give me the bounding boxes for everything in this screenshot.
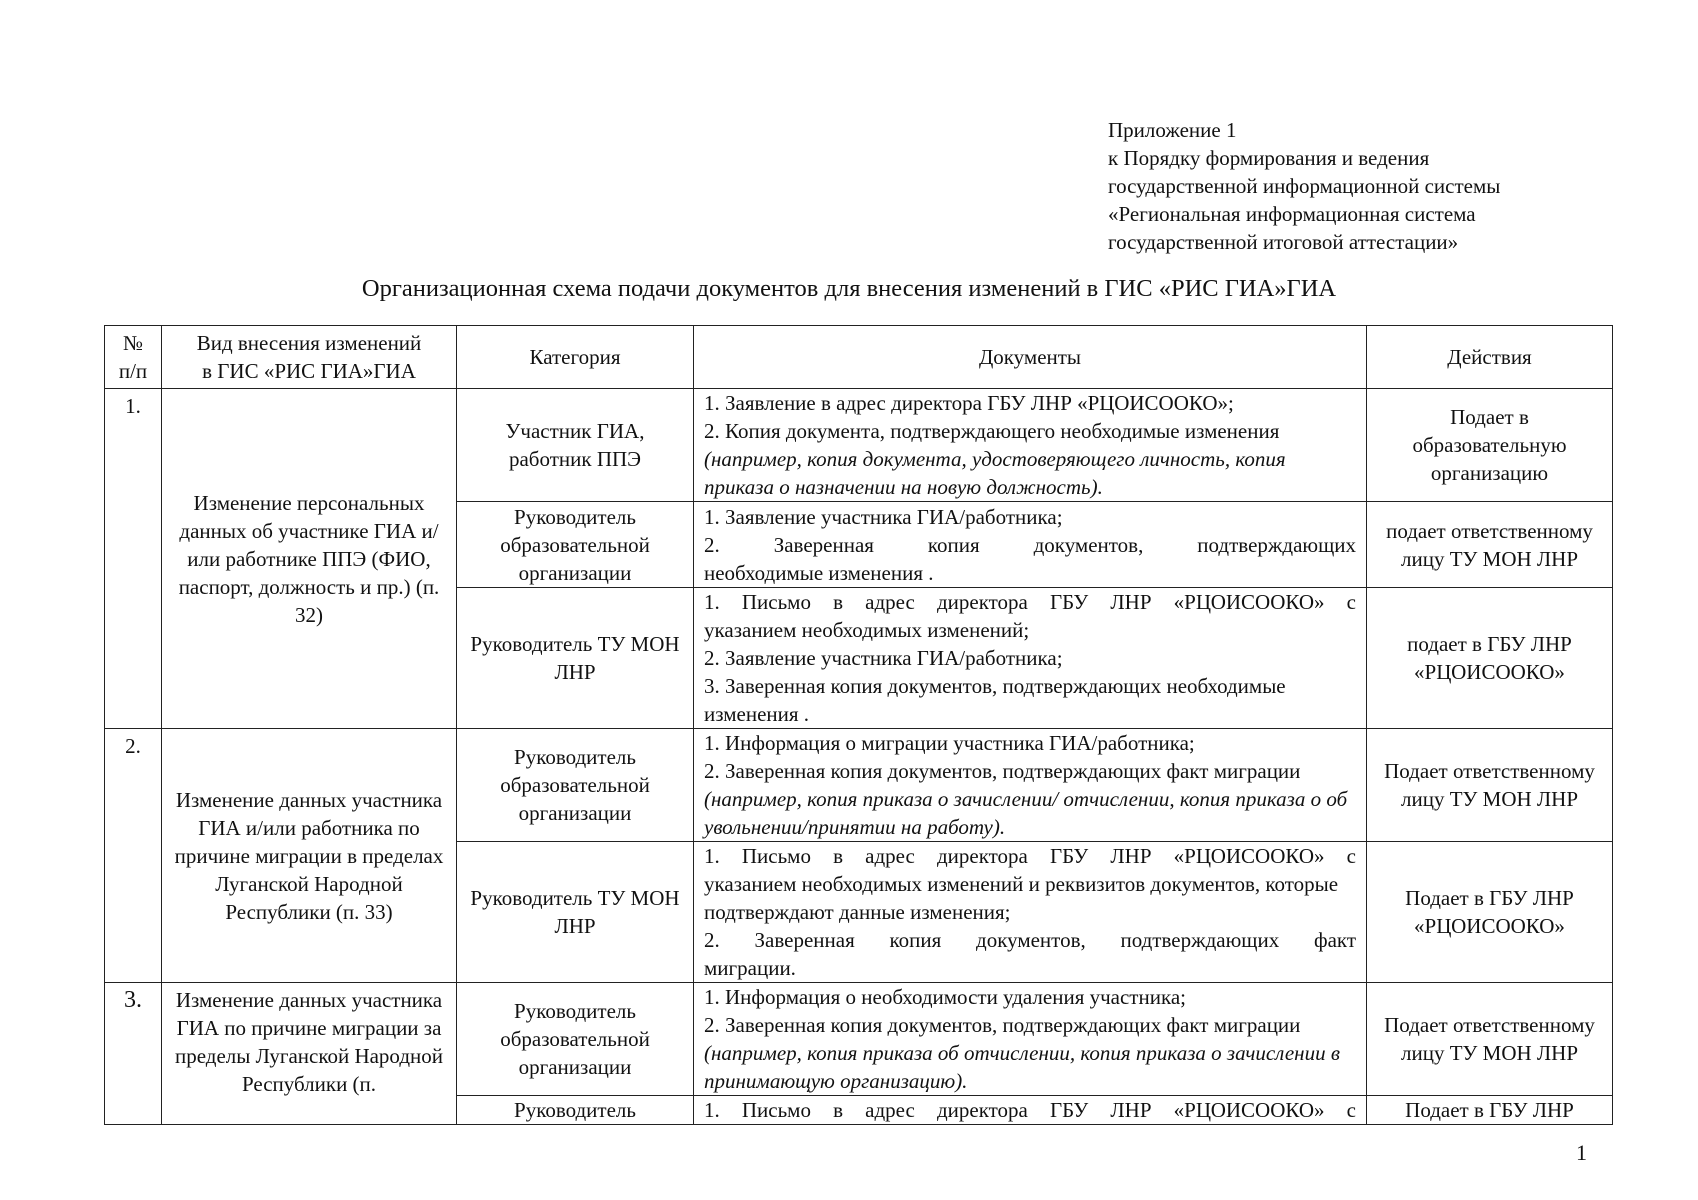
document-line: 3. Заверенная копия документов, подтверждающих необходимые изменения . — [704, 674, 1286, 726]
documents-cell — [694, 729, 1367, 842]
category-cell: Участник ГИА, работник ППЭ — [457, 389, 694, 502]
document-line: 1. Информация о миграции участника ГИА/работника; — [704, 731, 1195, 755]
documents-cell — [694, 502, 1367, 588]
category-cell: Руководитель образовательной организации — [457, 983, 694, 1096]
document-line: 2. Копия документа, подтверждающего необходимые изменения (например, копия документа, удостоверяющего личность, копия приказа о назначении на новую должность). — [704, 419, 1286, 499]
change-type-cell: Изменение данных участника ГИА по причине миграции за пределы Луганской Народной Республики (п. — [162, 983, 457, 1125]
table-row — [105, 389, 1613, 502]
category-cell: Руководитель ТУ МОН ЛНР — [457, 588, 694, 729]
action-cell: подает в ГБУ ЛНР «РЦОИСООКО» — [1367, 588, 1613, 729]
category-cell: Руководитель образовательной организации — [457, 502, 694, 588]
documents-cell — [694, 588, 1367, 729]
document-line: миграции. — [704, 956, 796, 980]
table-header-row — [105, 326, 1613, 389]
submission-scheme-table — [104, 325, 1613, 1125]
document-title: Организационная схема подачи документов для внесения изменений в ГИС «РИС ГИА»ГИА — [361, 275, 1337, 302]
appendix-block — [1108, 116, 1500, 256]
row-number: 1. — [105, 389, 162, 729]
header-change-type: Вид внесения изменений в ГИС «РИС ГИА»ГИА — [162, 326, 457, 389]
row-number: 2. — [105, 729, 162, 983]
action-cell: Подает ответственному лицу ТУ МОН ЛНР — [1367, 729, 1613, 842]
change-type-cell: Изменение персональных данных об участнике ГИА и/или работнике ППЭ (ФИО, паспорт, должность и пр.) (п. 32) — [162, 389, 457, 729]
header-documents: Документы — [694, 326, 1367, 389]
appendix-line: государственной итоговой аттестации» — [1108, 230, 1459, 254]
document-line: 2. Заверенная копия документов, подтверждающих — [704, 532, 1356, 557]
table-row — [105, 729, 1613, 842]
action-cell: подает ответственному лицу ТУ МОН ЛНР — [1367, 502, 1613, 588]
document-line: 1. Письмо в адрес директора ГБУ ЛНР «РЦОИСООКО» с — [704, 844, 1356, 868]
page-number: 1 — [1576, 1140, 1587, 1165]
document-line: 2. Заявление участника ГИА/работника; — [704, 646, 1063, 670]
document-line: указанием необходимых изменений; — [704, 618, 1030, 642]
appendix-line: «Региональная информационная система — [1108, 202, 1476, 226]
document-line: 2. Заверенная копия документов, подтверждающих факт миграции (например, копия приказа об отчислении, копия приказа о зачислении в принимающую организацию). — [704, 1013, 1340, 1093]
header-actions: Действия — [1367, 326, 1613, 389]
action-cell: Подает ответственному лицу ТУ МОН ЛНР — [1367, 983, 1613, 1096]
category-cell: Руководитель — [457, 1096, 694, 1125]
document-line: 1. Информация о необходимости удаления участника; — [704, 985, 1187, 1009]
header-category: Категория — [457, 326, 694, 389]
document-line: 1. Письмо в адрес директора ГБУ ЛНР «РЦОИСООКО» с — [704, 1098, 1356, 1122]
category-cell: Руководитель образовательной организации — [457, 729, 694, 842]
documents-cell — [694, 842, 1367, 983]
row-number: 3. — [105, 983, 162, 1125]
action-cell: Подает в ГБУ ЛНР — [1367, 1096, 1613, 1125]
documents-cell — [694, 389, 1367, 502]
document-line: 1. Заявление участника ГИА/работника; — [704, 504, 1063, 529]
documents-cell — [694, 983, 1367, 1096]
document-line: 1. Заявление в адрес директора ГБУ ЛНР «РЦОИСООКО»; — [704, 391, 1234, 415]
change-type-cell: Изменение данных участника ГИА и/или работника по причине миграции в пределах Луганской Народной Республики (п. 33) — [162, 729, 457, 983]
document-line: 2. Заверенная копия документов, подтверждающих факт — [704, 928, 1356, 952]
document-line: указанием необходимых изменений и реквизитов документов, которые подтверждают данные изменения; — [704, 872, 1339, 924]
appendix-line: государственной информационной системы — [1108, 174, 1501, 198]
category-cell: Руководитель ТУ МОН ЛНР — [457, 842, 694, 983]
table-row — [105, 983, 1613, 1096]
document-line: 2. Заверенная копия документов, подтверждающих факт миграции (например, копия приказа о зачислении/ отчислении, копия приказа о об увольнении/принятии на работу). — [704, 759, 1348, 839]
action-cell: Подает в образовательную организацию — [1367, 389, 1613, 502]
action-cell: Подает в ГБУ ЛНР «РЦОИСООКО» — [1367, 842, 1613, 983]
document-line: необходимые изменения . — [704, 560, 934, 585]
document-line: 1. Письмо в адрес директора ГБУ ЛНР «РЦОИСООКО» с — [704, 590, 1356, 614]
appendix-line: Приложение 1 — [1108, 118, 1237, 142]
documents-cell — [694, 1096, 1367, 1125]
appendix-line: к Порядку формирования и ведения — [1108, 146, 1430, 170]
header-number: № п/п — [105, 326, 162, 389]
